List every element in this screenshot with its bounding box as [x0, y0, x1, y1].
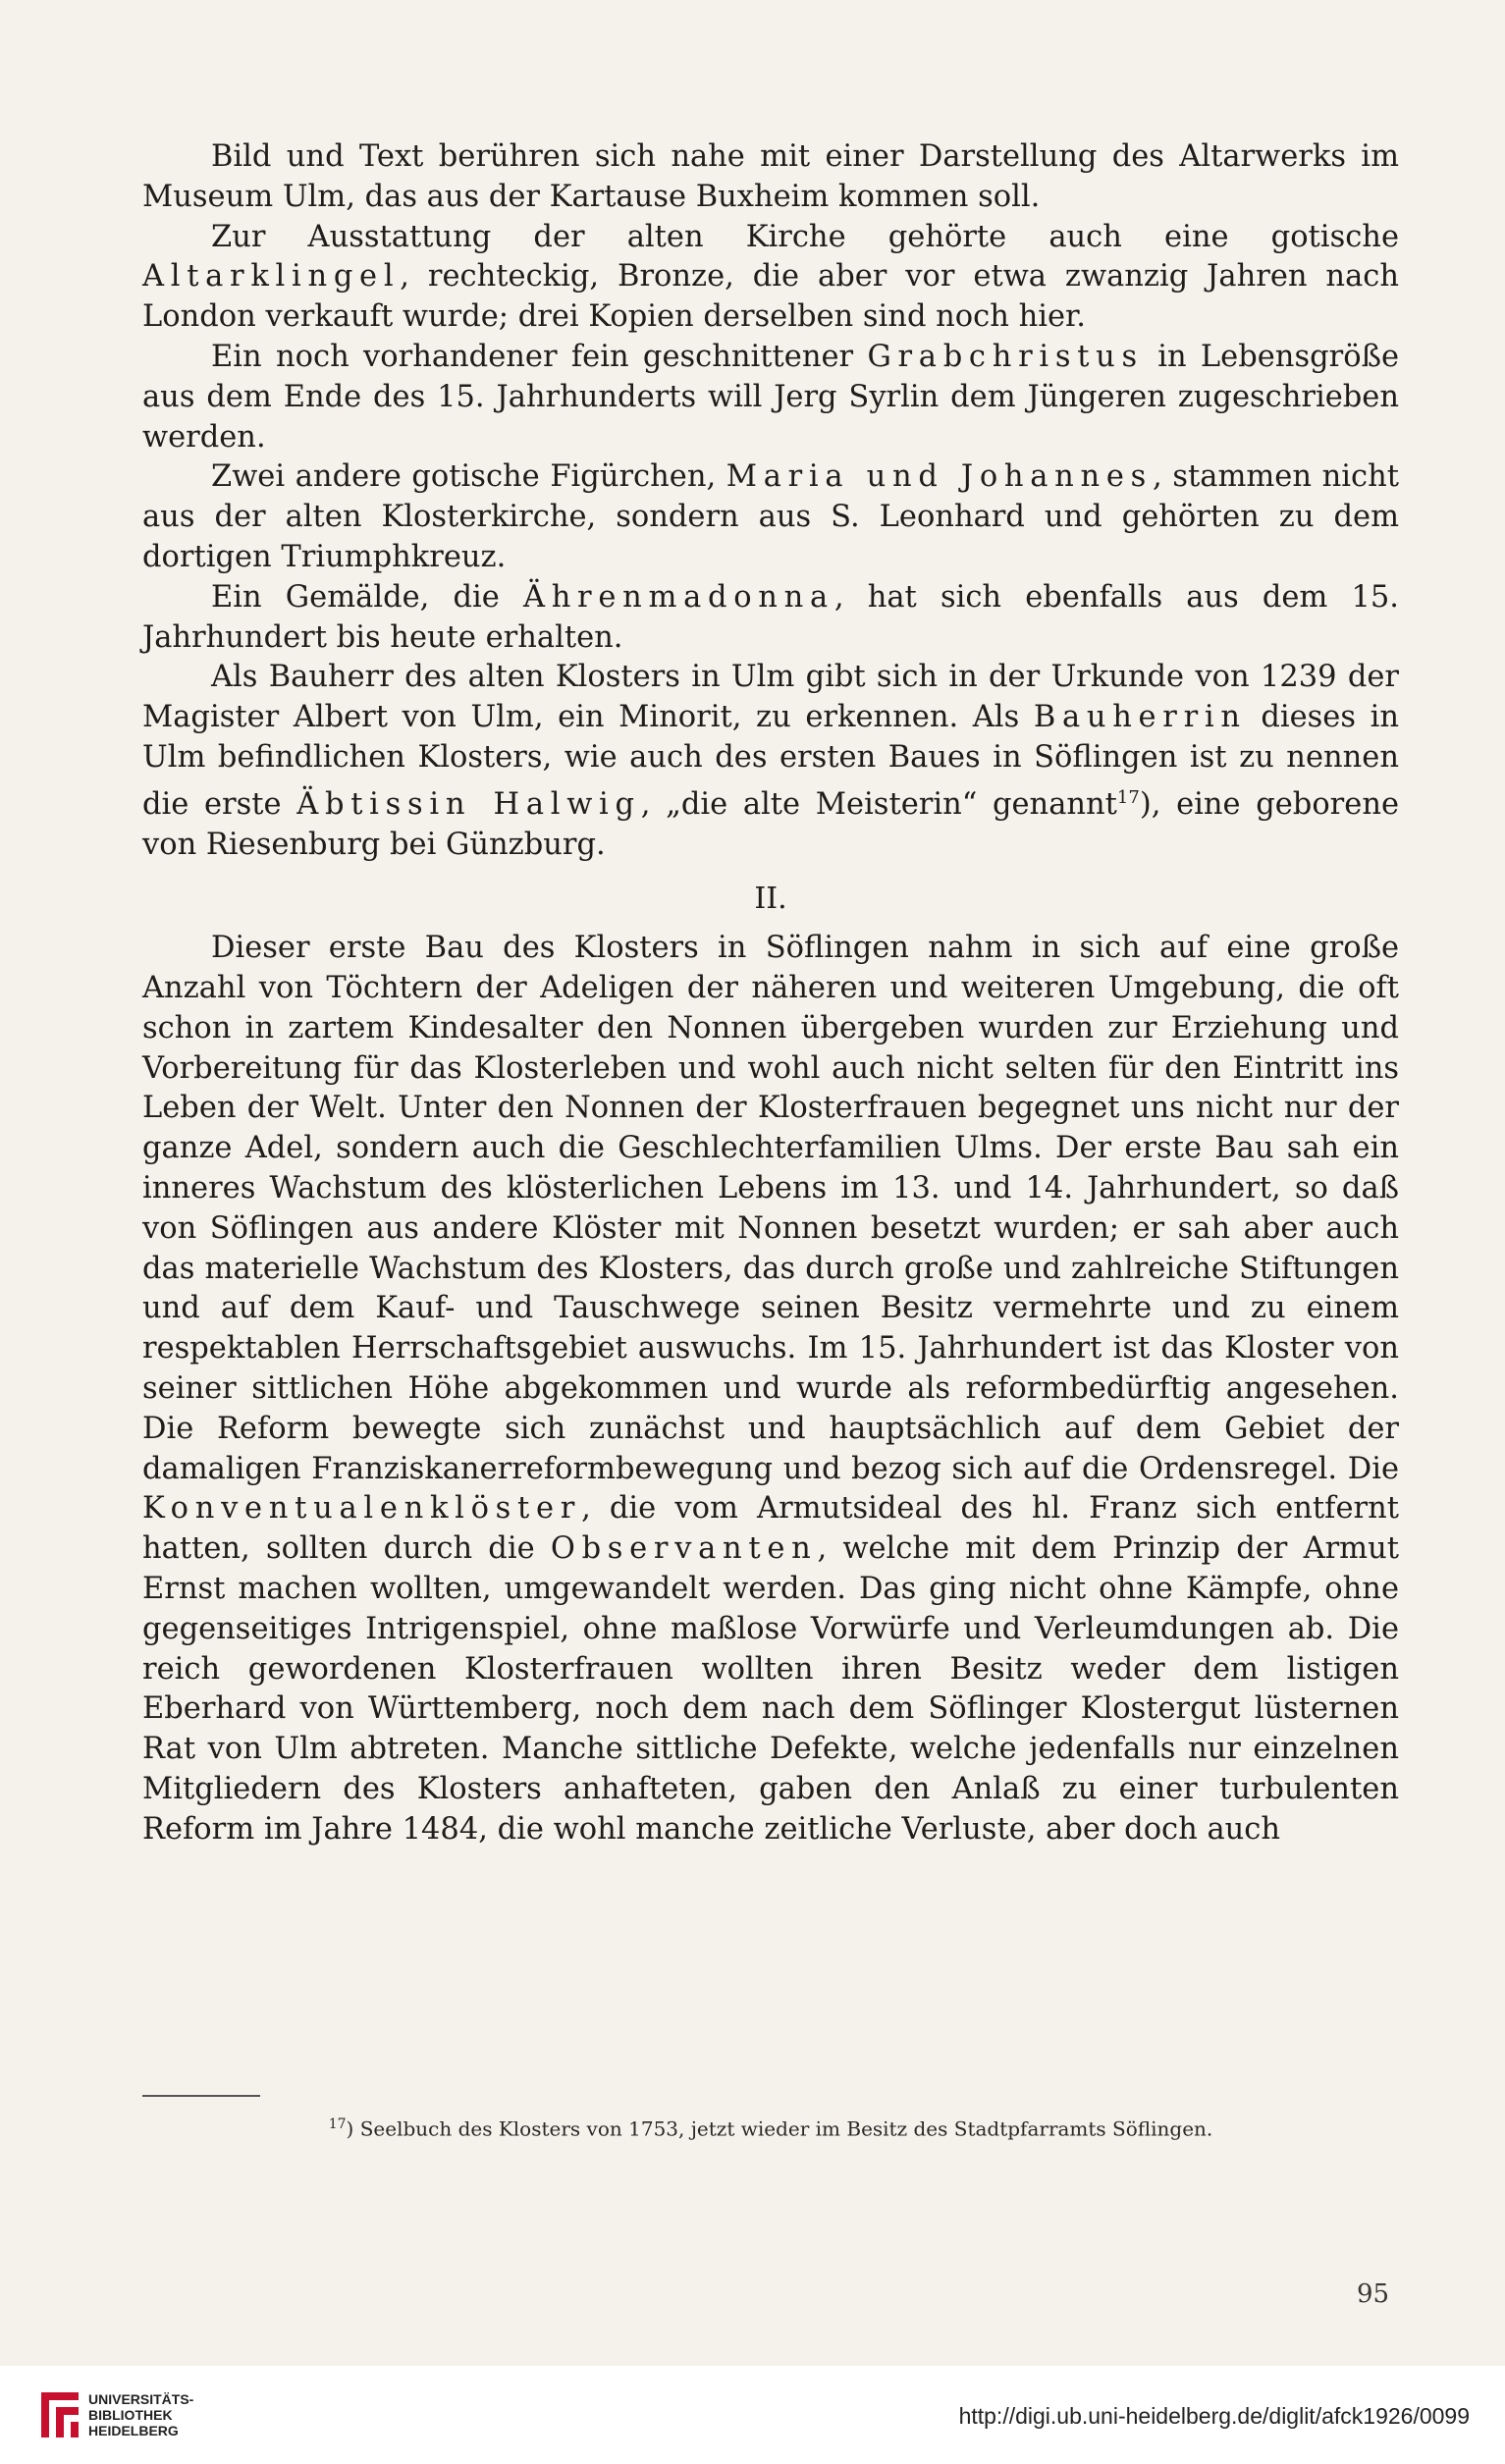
paragraph-5-text-a: Ein Gemälde, die [211, 579, 500, 615]
body-text [142, 137, 1399, 1850]
paragraph-6-text-a: Als Bauherr des alten Klosters in Ulm gibt sich in der Urkunde von 1239 der Magister Albert von Ulm, ein Minorit, zu erkennen. Als [142, 660, 1399, 735]
section-heading: II. [754, 881, 787, 916]
spaced-term-observanten: Observanten [550, 1531, 818, 1567]
paragraph-6-text-c: dieses in Ulm befindlichen Klosters, wie auch des ersten Baues in Söflingen ist zu nennen die erste [142, 700, 1400, 822]
university-library-logo[interactable] [41, 2391, 193, 2438]
paragraph-7-text-e: , welche mit dem Prinzip der Armut Ernst machen wollten, umgewandelt werden. Das ging nicht ohne Kämpfe, ohne gegenseitiges Intrigenspiel, ohne maßlose Vorwürfe und Verleumdungen ab. Die reich gewordenen Klosterfrauen wollten ihren Besitz weder dem listigen Eberhard von Württemberg, noch dem nach dem Söflinger Klostergut lüsternen Rat von Ulm abtreten. Manche sittliche Defekte, welche jedenfalls nur einzelnen Mitgliedern des Klosters anhafteten, gaben den Anlaß zu einer turbulenten Reform im Jahre 1484, die wohl manche zeitliche Verluste, aber doch auch [142, 1531, 1399, 1847]
paragraph-7-text-c: , die vom Armutsideal des hl. Franz sich entfernt hatten, sollten durch die [142, 1491, 1399, 1567]
paragraph-3 [142, 338, 1399, 457]
paragraph-5-text-c: , hat sich ebenfalls aus dem 15. Jahrhundert bis heute erhalten. [142, 579, 1399, 655]
footnote-divider [142, 2095, 260, 2097]
library-name [88, 2391, 193, 2438]
paragraph-2-text-c: , rechteckig, Bronze, die aber vor etwa zwanzig Jahren nach London verkauft wurde; drei Kopien derselben sind noch hier. [142, 259, 1399, 335]
page-number: 95 [1357, 2279, 1390, 2309]
library-name-line-3: HEIDELBERG [88, 2423, 179, 2438]
paragraph-4-text-c: , stammen nicht aus der alten Klosterkirche, sondern aus S. Leonhard und gehörten zu dem dortigen Triumphkreuz. [142, 459, 1399, 574]
paragraph-3-text-a: Ein noch vorhandener fein geschnittener [211, 339, 854, 374]
spaced-term-bauherrin: Bauherrin [1033, 700, 1247, 735]
paragraph-2-text-a: Zur Ausstattung der alten Kirche gehörte auch eine gotische [211, 219, 1399, 254]
paragraph-6-text-f: ), eine geborene von Riesenburg bei Günzburg. [142, 786, 1400, 862]
spaced-term-maria-johannes: Maria und Johannes [726, 459, 1154, 495]
library-name-line-1: UNIVERSITÄTS- [88, 2391, 194, 2407]
paragraph-4 [142, 457, 1399, 577]
library-emblem-icon [41, 2392, 79, 2437]
paragraph-5 [142, 578, 1399, 659]
spaced-term-aebtissin-halwig: Äbtissin Halwig [296, 786, 641, 822]
paragraph-1 [142, 137, 1399, 218]
paragraph-3-text-c: in Lebensgröße aus dem Ende des 15. Jahrhunderts will Jerg Syrlin dem Jüngeren zugeschrieben werden. [142, 339, 1399, 455]
spaced-term-konventualenkloester: Konventualenklöster [142, 1491, 582, 1527]
footnote-marker: 17 [328, 2116, 347, 2132]
paragraph-4-text-a: Zwei andere gotische Figürchen, [211, 459, 717, 495]
footnote-reference-17: 17 [1116, 786, 1140, 808]
permalink-url[interactable]: http://digi.ub.uni-heidelberg.de/diglit/afck1926/0099 [958, 2403, 1470, 2429]
footnote [142, 2111, 1399, 2143]
footnote-text: ) Seelbuch des Klosters von 1753, jetzt wieder im Besitz des Stadtpfarramts Söflingen. [346, 2116, 1213, 2141]
spaced-term-aehrenmadonna: Ährenmadonna [522, 579, 834, 615]
paragraph-1-text: Bild und Text berühren sich nahe mit einer Darstellung des Altarwerks im Museum Ulm, das aus der Kartause Buxheim kommen soll. [142, 139, 1399, 214]
paragraph-6 [142, 658, 1399, 865]
paragraph-7-text-a: Dieser erste Bau des Klosters in Söflingen nahm in sich auf eine große Anzahl von Töchtern der Adeligen der näheren und weiteren Umgebung, die oft schon in zartem Kindesalter den Nonnen übergeben wurden zur Erziehung und Vorbereitung für das Klosterleben und wohl auch nicht selten für den Eintritt ins Leben der Welt. Unter den Nonnen der Klosterfrauen begegnet uns nicht nur der ganze Adel, sondern auch die Geschlechterfamilien Ulms. Der erste Bau sah ein inneres Wachstum des klösterlichen Lebens im 13. und 14. Jahrhundert, so daß von Söflingen aus andere Klöster mit Nonnen besetzt wurden; er sah aber auch das materielle Wachstum des Klosters, das durch große und zahlreiche Stiftungen und auf dem Kauf- und Tauschwege seinen Besitz vermehrte und zu einem respektablen Herrschaftsgebiet auswuchs. Im 15. Jahrhundert ist das Kloster von seiner sittlichen Höhe abgekommen und wurde als reformbedürftig angesehen. Die Reform bewegte sich zunächst und hauptsächlich auf dem Gebiet der damaligen Franziskanerreformbewegung und bezog sich auf die Ordensregel. Die [142, 931, 1399, 1486]
paragraph-2 [142, 218, 1399, 338]
library-name-line-2: BIBLIOTHEK [88, 2407, 173, 2423]
paragraph-7 [142, 929, 1399, 1849]
spaced-term-altarklingel: Altarklingel [142, 259, 401, 295]
paragraph-6-text-e: , „die alte Meisterin“ genannt [640, 786, 1117, 822]
spaced-term-grabchristus: Grabchristus [867, 339, 1144, 374]
